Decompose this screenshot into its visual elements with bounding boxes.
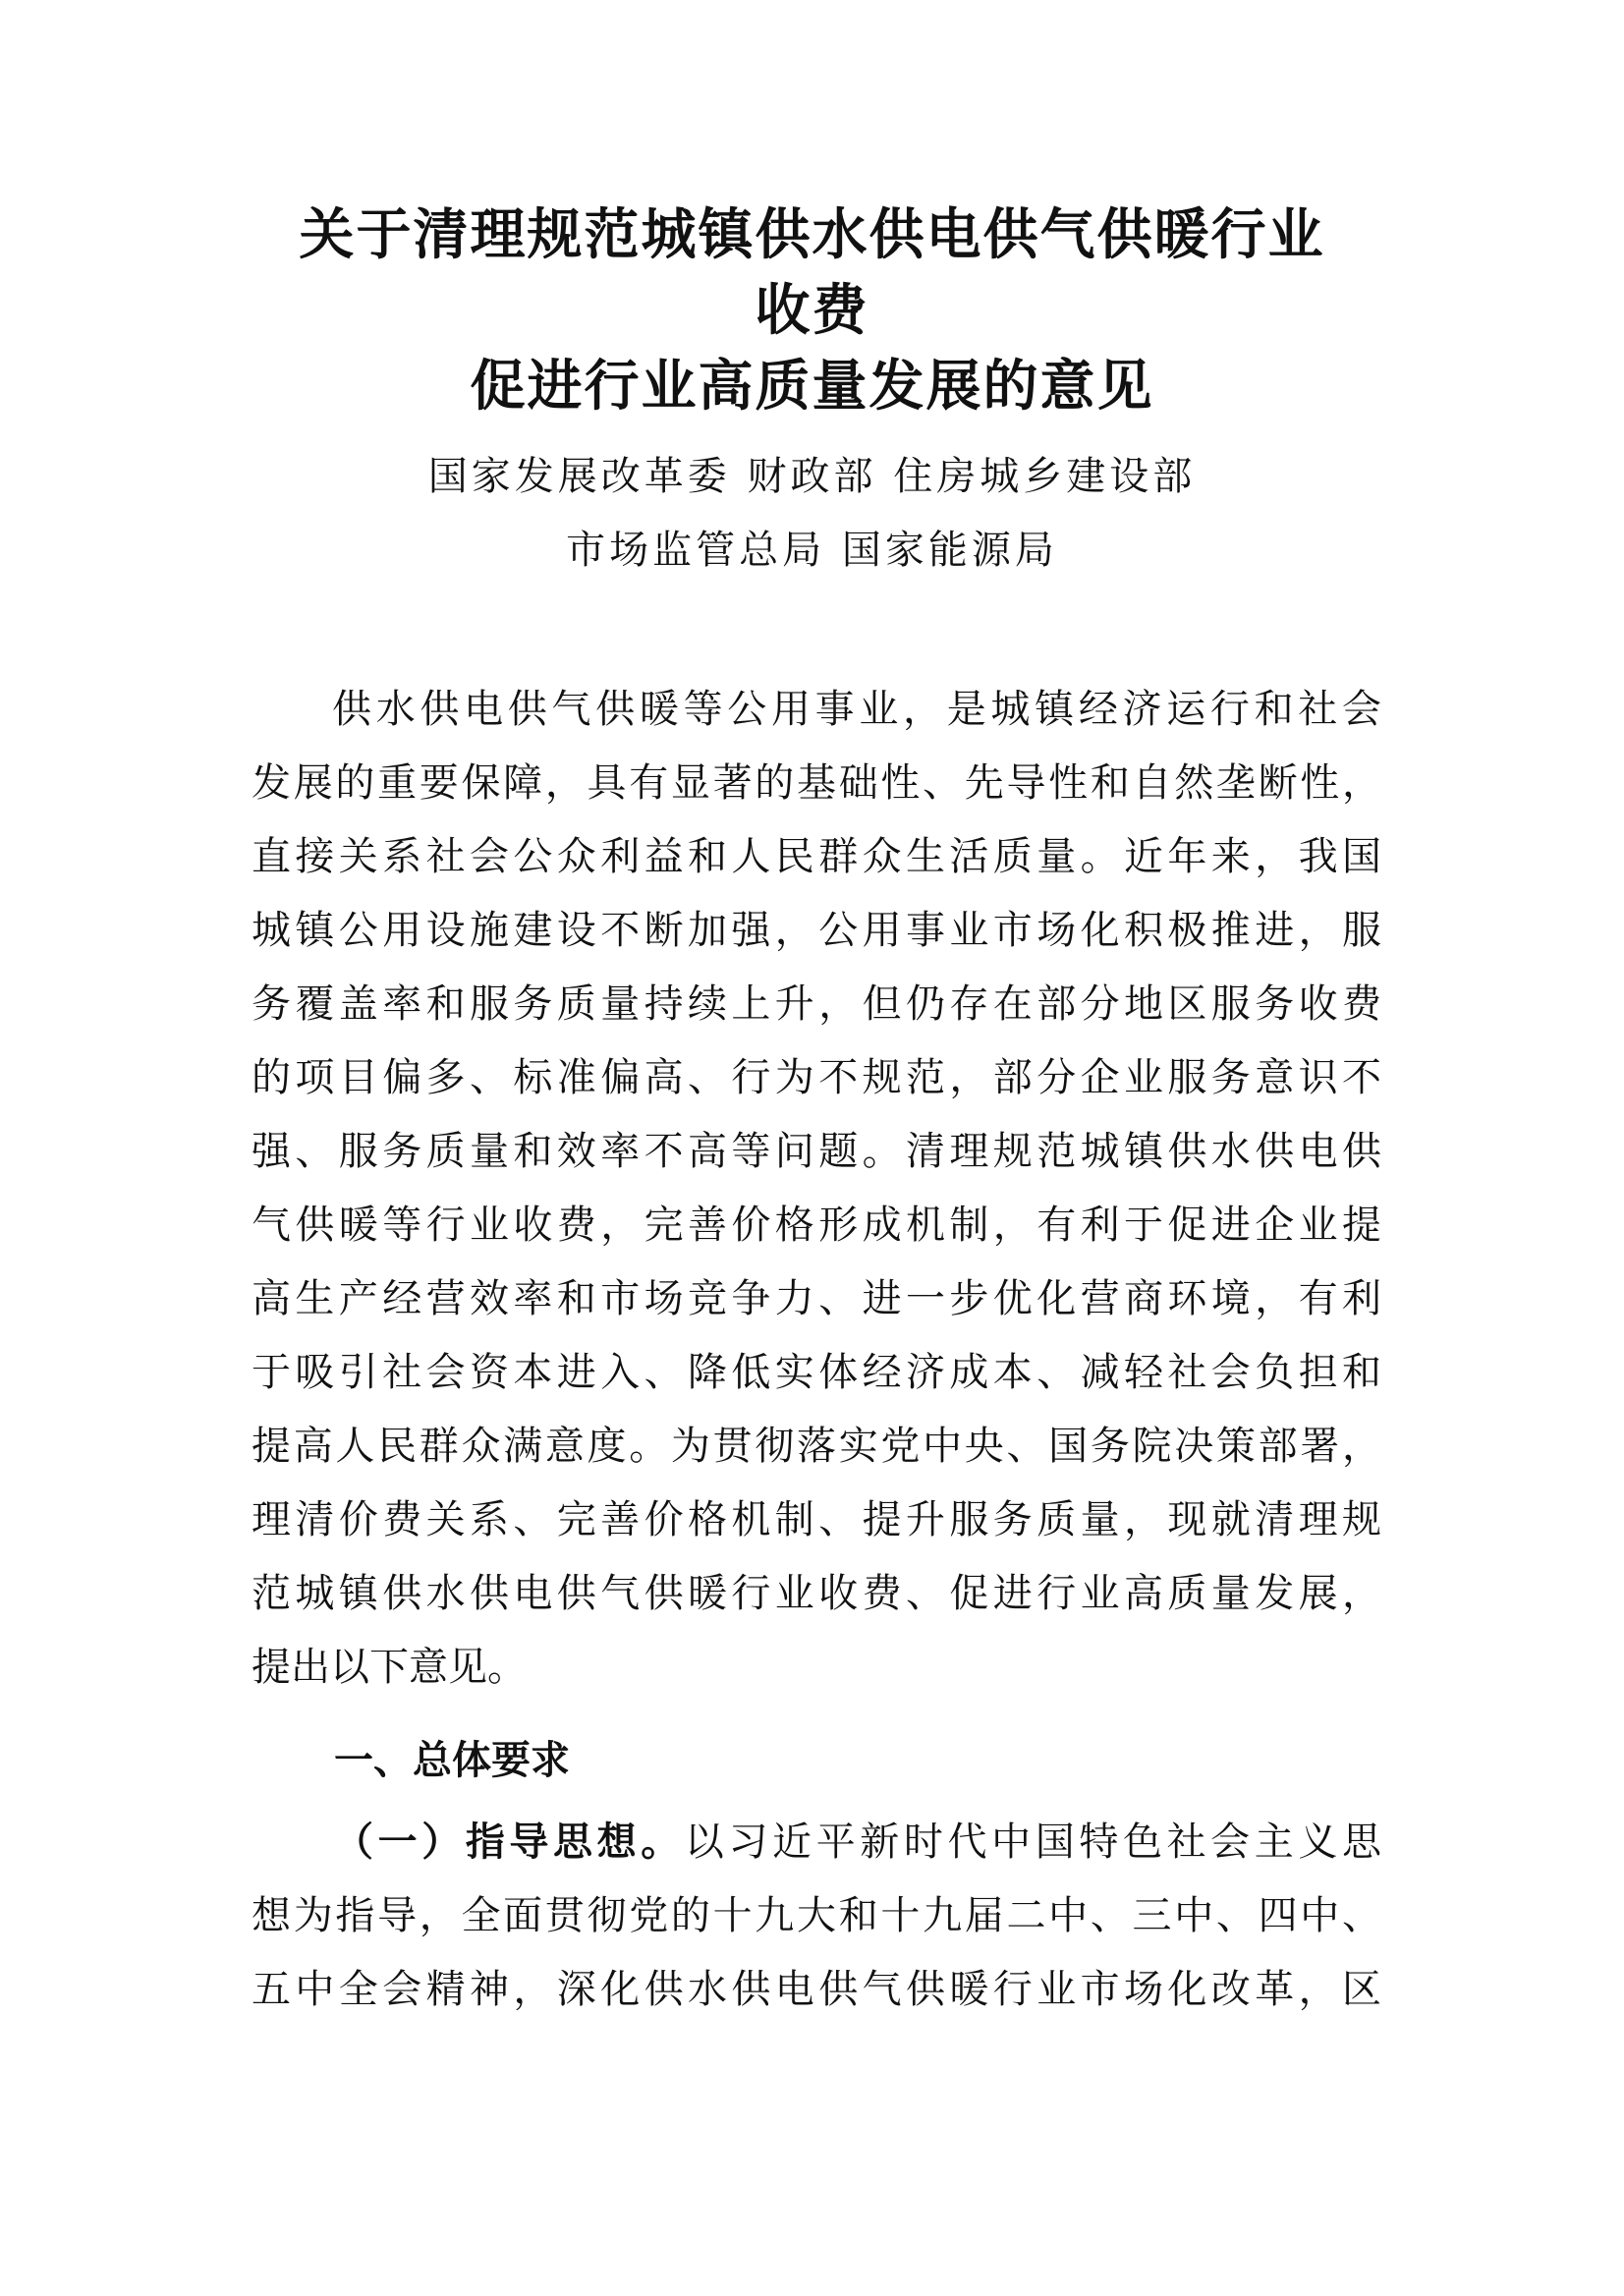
paragraph-1-line-4: 城镇公用设施建设不断加强，公用事业市场化积极推进，服 bbox=[252, 908, 1381, 953]
subsection-1-line-3: 五中全会精神，深化供水供电供气供暖行业市场化改革，区 bbox=[252, 1967, 1381, 2012]
document-title-line-2: 收费 bbox=[755, 279, 869, 343]
paragraph-1-line-10: 于吸引社会资本进入、降低实体经济成本、减轻社会负担和 bbox=[252, 1350, 1381, 1395]
paragraph-1-line-1: 供水供电供气供暖等公用事业，是城镇经济运行和社会 bbox=[332, 687, 1381, 732]
paragraph-1-line-9: 高生产经营效率和市场竞争力、进一步优化营商环境，有利 bbox=[252, 1276, 1381, 1321]
subsection-1-line-2: 想为指导，全面贯彻党的十九大和十九届二中、三中、四中、 bbox=[252, 1893, 1381, 1938]
paragraph-1-line-2: 发展的重要保障，具有显著的基础性、先导性和自然垄断性， bbox=[252, 760, 1381, 806]
issuer-line-1: 国家发展改革委 财政部 住房城乡建设部 bbox=[427, 454, 1197, 499]
section-1-heading: 一、总体要求 bbox=[334, 1738, 570, 1783]
subsection-1-line-1 bbox=[334, 1818, 1381, 1867]
document-title-line-1: 关于清理规范城镇供水供电供气供暖行业 bbox=[299, 203, 1325, 267]
paragraph-1-line-12: 理清价费关系、完善价格机制、提升服务质量，现就清理规 bbox=[252, 1497, 1381, 1542]
paragraph-1-line-13: 范城镇供水供电供气供暖行业收费、促进行业高质量发展， bbox=[252, 1571, 1381, 1616]
paragraph-1-line-3: 直接关系社会公众利益和人民群众生活质量。近年来，我国 bbox=[252, 834, 1381, 879]
paragraph-1-line-14: 提出以下意见。 bbox=[252, 1645, 527, 1690]
subsection-1-label: （一）指导思想。 bbox=[334, 1820, 685, 1865]
subsection-1-text: 以习近平新时代中国特色社会主义思 bbox=[684, 1820, 1382, 1865]
paragraph-1-line-11: 提高人民群众满意度。为贯彻落实党中央、国务院决策部署， bbox=[252, 1424, 1381, 1469]
paragraph-1-line-5: 务覆盖率和服务质量持续上升，但仍存在部分地区服务收费 bbox=[252, 981, 1381, 1027]
issuer-line-2: 市场监管总局 国家能源局 bbox=[566, 528, 1058, 573]
document-title-line-3: 促进行业高质量发展的意见 bbox=[470, 355, 1154, 419]
paragraph-1-line-8: 气供暖等行业收费，完善价格形成机制，有利于促进企业提 bbox=[252, 1203, 1381, 1248]
paragraph-1-line-6: 的项目偏多、标准偏高、行为不规范，部分企业服务意识不 bbox=[252, 1055, 1381, 1100]
paragraph-1-line-7: 强、服务质量和效率不高等问题。清理规范城镇供水供电供 bbox=[252, 1129, 1381, 1174]
